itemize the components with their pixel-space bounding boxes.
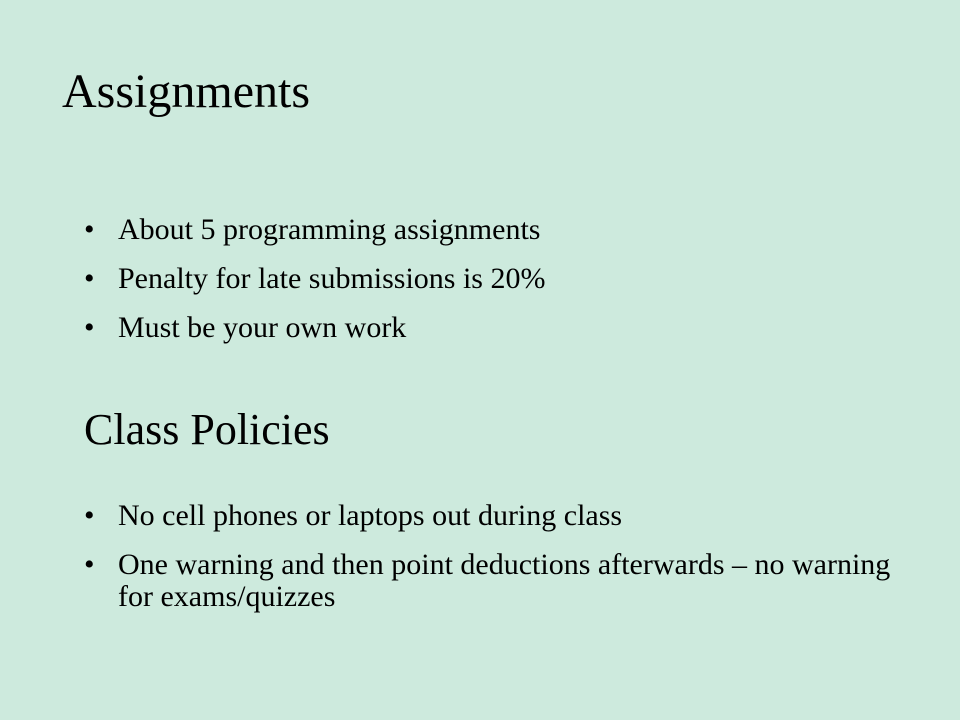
- bullet-text: Penalty for late submissions is 20%: [118, 262, 546, 295]
- bullet-icon: •: [84, 213, 95, 246]
- bullet-icon: •: [84, 311, 95, 344]
- bullet-text: About 5 programming assignments: [118, 213, 541, 246]
- bullet-item: [84, 549, 904, 613]
- assignments-bullet-list: [84, 214, 904, 361]
- section-heading: Class Policies: [84, 405, 330, 454]
- bullet-item: [84, 500, 904, 532]
- bullet-text: One warning and then point deductions afterwards – no warning for exams/quizzes: [118, 548, 891, 613]
- bullet-icon: •: [84, 499, 95, 532]
- class-policies-bullet-list: [84, 500, 904, 630]
- slide-title: Assignments: [62, 65, 311, 118]
- bullet-text: No cell phones or laptops out during class: [118, 499, 623, 532]
- bullet-text: Must be your own work: [118, 311, 407, 344]
- bullet-item: [84, 263, 904, 295]
- bullet-icon: •: [84, 548, 95, 581]
- bullet-icon: •: [84, 262, 95, 295]
- bullet-item: [84, 214, 904, 246]
- bullet-item: [84, 312, 904, 344]
